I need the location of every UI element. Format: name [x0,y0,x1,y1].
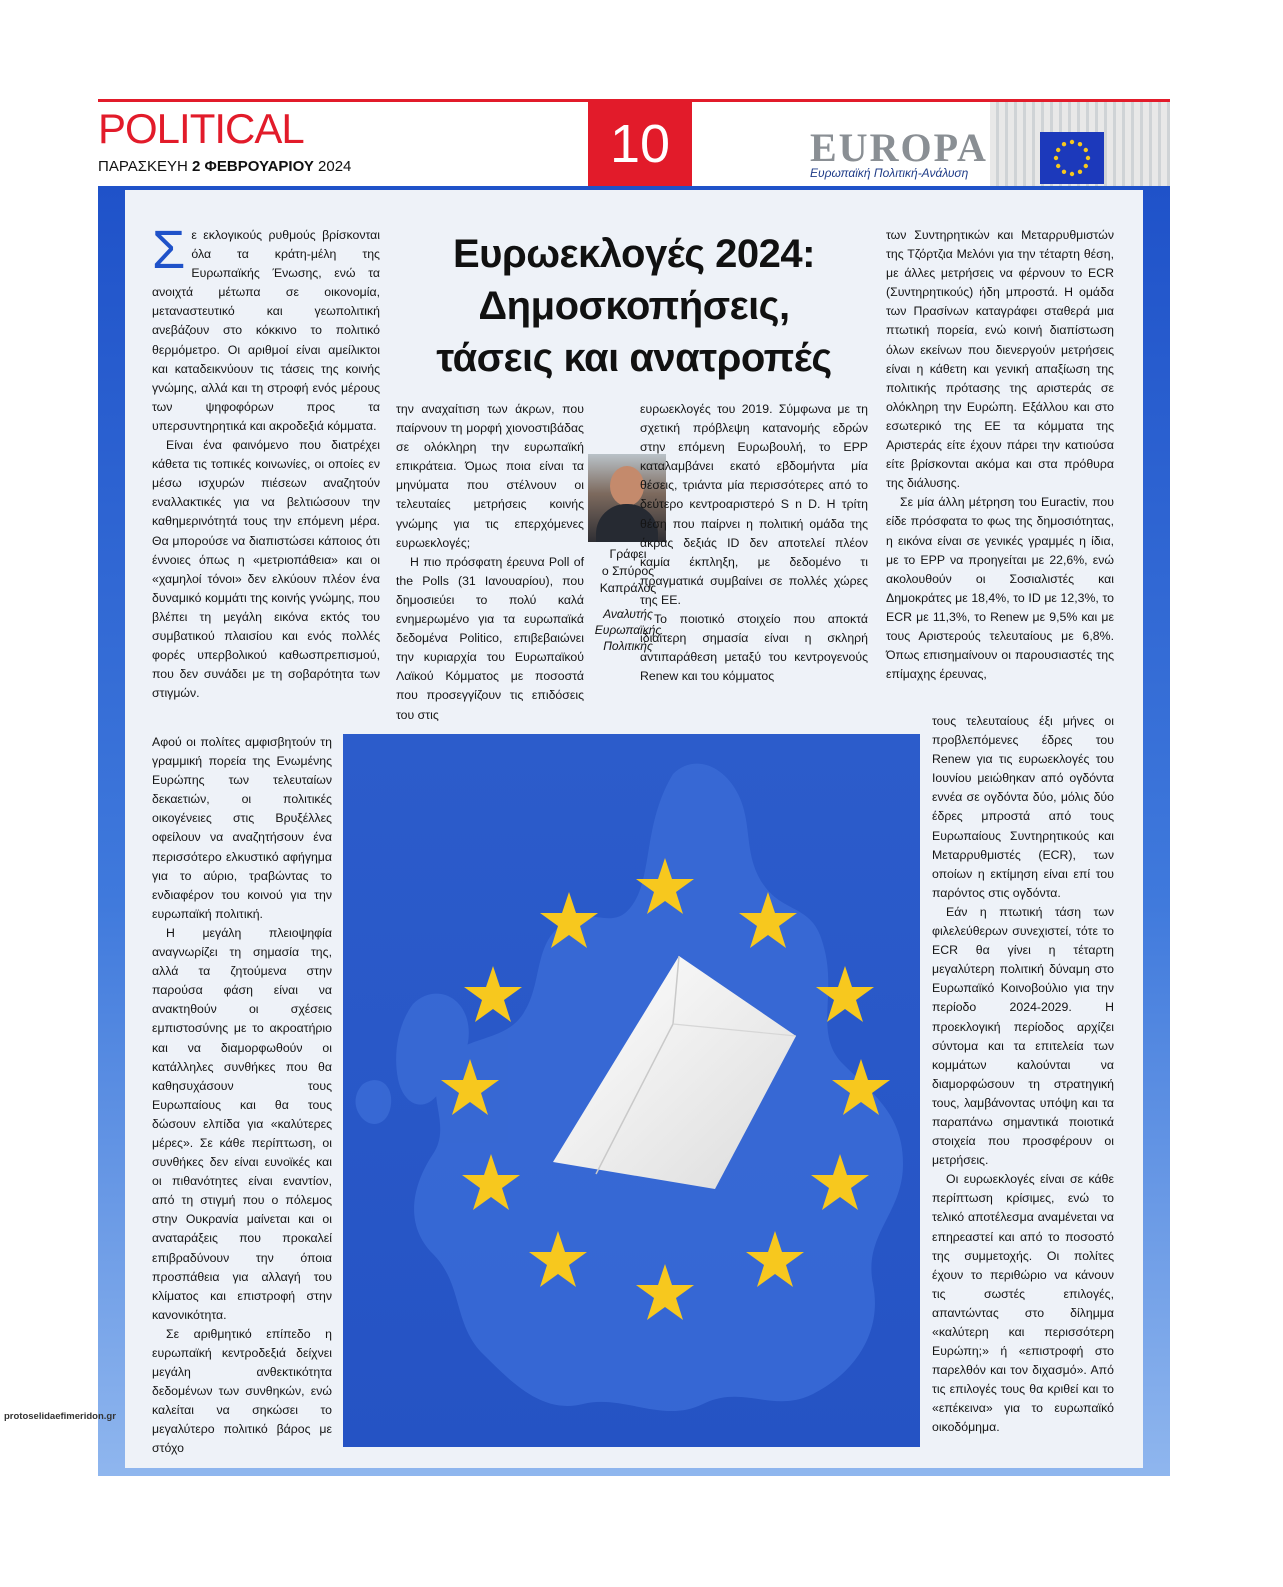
paragraph: Σε μία άλλη μέτρηση του Euractiv, που είδε πρόσφατα το φως της δημοσιότητας, η εικόνα είναι σε γενικές γραμμές η ίδια, με το EPP να προηγείται με 22,6%, ενώ ακολουθούν οι Σοσιαλιστές και Δημοκράτες με 18,4%, το ID με 12,3%, το ECR με 11,3%, το Renew με 9,5% και με τους Αριστερούς τελευταίους με 6,8%. Όπως επισημαίνουν οι παρουσιαστές της επίμαχης έρευνας, [886,495,1114,682]
eu-flag-icon [1040,132,1104,184]
paragraph: τους τελευταίους έξι μήνες οι προβλεπόμενες έδρες του Renew για τις ευρωεκλογές του Ιουνίου μειώθηκαν από ογδόντα εννέα σε ογδόντα δύο, μόλις δύο έδρες μπροστά από τους Ευρωπαίους Συντηρητικούς και Μεταρρυθμιστές (ECR), των οποίων η εκτίμηση είναι επί του παρόντος στις ογδόντα. [932,714,1114,900]
byline-line: Γράφει [609,547,647,561]
paragraph: Οι ευρωεκλογές είναι σε κάθε περίπτωση κρίσιμες, ενώ το τελικό αποτέλεσμα αναμένεται να επηρεαστεί και από το ποσοστό της συμμετοχής. Οι πολίτες έχουν το περιθώριο να κάνουν τις σωστές επιλογές, απαντώντας στο δίλημμα «καλύτερη και περισσότερη Ευρώπη;» ή «επιστροφή στο παρελθόν και τον διχασμό». Από τις επιλογές τους θα κριθεί και το «επέκεινα» για το ευρωπαϊκό οικοδόμημα. [932,1172,1114,1435]
article-title [400,228,868,384]
page-number: 10 [588,102,692,186]
date-year: 2024 [318,158,352,175]
column-4 [886,226,1114,684]
page-header [98,102,1170,186]
date-bold: 2 ΦΕΒΡΟΥΑΡΙΟΥ [192,158,314,175]
paragraph: Η πιο πρόσφατη έρευνα Poll of the Polls (31 Ιανουαρίου), που δημοσιεύει το πολύ καλά ενημερωμένο για τα ευρωπαϊκά δεδομένα Politico, επιβεβαιώνει την κυριαρχία του Ευρωπαϊκού Λαϊκού Κόμματος με ποσοστά που προσεγγίζουν τις επιδόσεις του στις [396,554,584,722]
title-line-1: Ευρωεκλογές 2024: [453,232,815,276]
paragraph: ευρωεκλογές του 2019. Σύμφωνα με τη σχετική πρόβλεψη κατανομής εδρών στην επόμενη Ευρωβουλή, το EPP καταλαμβάνει εκατό εβδομήντα μία θέσεις, τριάντα μία περισσότερες από το δεύτερο κεντροαριστερό S n D. Η τρίτη θέση που παίρνει η πολιτική ομάδα της άκρας δεξιάς ID δεν αποτελεί πλέον καμία έκπληξη, με δεδομένο τι πραγματικά συμβαίνει σε πολλές χώρες της ΕΕ. [640,402,868,607]
paragraph [152,220,380,436]
paragraph: Εάν η πτωτική τάση των φιλελεύθερων συνεχιστεί, τότε το ECR θα γίνει η τέταρτη μεγαλύτερη πολιτική δύναμη στο Ευρωπαϊκό Κοινοβούλιο για την περίοδο 2024-2029. Η προεκλογική περίοδος αρχίζει σύντομα και τα επιτελεία των κομμάτων καλούνται να διαμορφώσουν τη στρατηγική τους, λαμβάνοντας υπόψη και τα παραπάνω σημαντικά ποιοτικά στοιχεία που προσφέρουν οι μετρήσεις. [932,904,1114,1168]
column-4-lower [932,712,1114,1438]
brand-logo: POLITICAL [98,105,304,152]
column-1-lower [152,733,332,1459]
paragraph: των Συντηρητικών και Μεταρρυθμιστών της Τζόρτζια Μελόνι για την τέταρτη θέση, με άλλες μετρήσεις να φέρνουν το ECR (Συντηρητικούς) ήδη μπροστά. Η ομάδα των Πρασίνων καταγράφει σταθερά μια πτωτική πορεία, ενώ κοινή διαπίστωση όλων εκείνων που διενεργούν μετρήσεις είναι η κάθετη και γενική απαξίωση της πολιτικής πρότασης της αριστεράς σε ολόκληρη την Ευρώπη. Εξάλλου και στο εσωτερικό της ΕΕ τα κόμματα της Αριστεράς είτε έχουν πάρει την κατιούσα είτε βρίσκονται ακόμα και στα πρόθυρα της διάλυσης. [886,228,1114,491]
title-line-3: τάσεις και ανατροπές [436,336,832,380]
date-day: ΠΑΡΑΣΚΕΥΗ [98,158,188,175]
issue-date [98,158,351,175]
paragraph: Η μεγάλη πλειοψηφία αναγνωρίζει τη σημασία της, αλλά τα ζητούμενα στην παρούσα φάση είναι να ανακτηθούν οι σχέσεις εμπιστοσύνης με το ακροατήριο και να διαμορφωθούν οι κατάλληλες συνθήκες που θα καθησυχάσουν τους Ευρωπαίους και θα τους δώσουν ελπίδα για «καλύτερες μέρες». Σε κάθε περίπτωση, οι συνθήκες δεν είναι ευνοϊκές και οι πιθανότητες είναι εναντίον, από τη στιγμή που ο πόλεμος στην Ουκρανία μαίνεται και οι αναταράξεις που προκαλεί επιβραδύνουν την όποια προσπάθεια για αλλαγή του κλίματος και επιστροφή στην κανονικότητα. [152,925,332,1322]
paragraph: Σε αριθμητικό επίπεδο η ευρωπαϊκή κεντροδεξιά δείχνει μεγάλη ανθεκτικότητα δεδομένων των συνθηκών, ενώ καλείται να σηκώσει το μεγαλύτερο πολιτικό βάρος με στόχο [152,1326,332,1456]
section-subtitle: Ευρωπαϊκή Πολιτική-Ανάλυση [810,166,969,180]
author-role: Αναλυτής Ευρωπαϊκής Πολιτικής [594,607,662,653]
paragraph: Είναι ένα φαινόμενο που διατρέχει κάθετα τις τοπικές κοινωνίες, οι οποίες εν μέσω ισχυρών πιέσεων αναζητούν εναλλακτικές για να βελτιώσουν την καθημερινότητά τους την επόμενη μέρα. Θα μπορούσε να διαπιστώσει κάποιος ότι έννοιες όπως η «μετριοπάθεια» και οι «χαμηλοί τόνοι» δεν ελκύουν πλέον ένα δυναμικό κομμάτι της κοινής γνώμης, που βλέπει τη μεγάλη εικόνα εκτός του συμβατικού πλαισίου και ενός πολλές φορές υπερβολικού καθωσπρεπισμού, που δεν συνάδει με τη σοβαρότητα των στιγμών. [152,438,380,701]
paragraph: Αφού οι πολίτες αμφισβητούν τη γραμμική πορεία της Ενωμένης Ευρώπης των τελευταίων δεκαετιών, οι πολιτικές οικογένειες στις Βρυξέλλες οφείλουν να αναζητήσουν ένα περισσότερο ελκυστικό αφήγημα για το αύριο, τραβώντας το ενδιαφέρον του κοινού για την ευρωπαϊκή πολιτική. [152,735,332,921]
section-logo: EUROPA [810,125,988,170]
title-line-2: Δημοσκοπήσεις, [478,284,790,328]
column-3 [640,400,868,686]
paragraph: την αναχαίτιση των άκρων, που παίρνουν τη μορφή χιονοστιβάδας σε ολόκληρη την ευρωπαϊκή επικράτεια. Όμως ποια είναι τα μηνύματα που στέλνουν οι τελευταίες μετρήσεις κοινής γνώμης για τις επερχόμενες ευρωεκλογές; [396,402,584,550]
byline-line: Καπράλος [599,581,657,595]
watermark: protoselidaefimeridon.gr [4,1411,116,1422]
paragraph: Το ποιοτικό στοιχείο που αποκτά ιδιαίτερη σημασία είναι η σκληρή αντιπαράθεση μεταξύ του κεντρογενούς Renew και του κόμματος [640,612,868,684]
byline-line: ο Σπύρος [601,564,655,578]
eu-ballot-illustration [343,734,920,1447]
dropcap: Σ [152,220,186,280]
paragraph-text: ε εκλογικούς ρυθμούς βρίσκονται όλα τα κράτη-μέλη της Ευρωπαϊκής Ένωσης, ενώ τα ανοιχτά μέτωπα σε οικονομία, μεταναστευτικό και γεωπολιτική ανεβάζουν στο κόκκινο το πολιτικό θερμόμετρο. Οι αριθμοί είναι αμείλικτοι και καταδεικνύουν τις τάσεις της κοινής γνώμης, αλλά και τη στροφή ενός μέρους των ψηφοφόρων προς τα υπερσυντηρητικά και ακροδεξιά κόμματα. [152,228,380,433]
column-1 [152,220,380,703]
author-face [610,466,644,506]
